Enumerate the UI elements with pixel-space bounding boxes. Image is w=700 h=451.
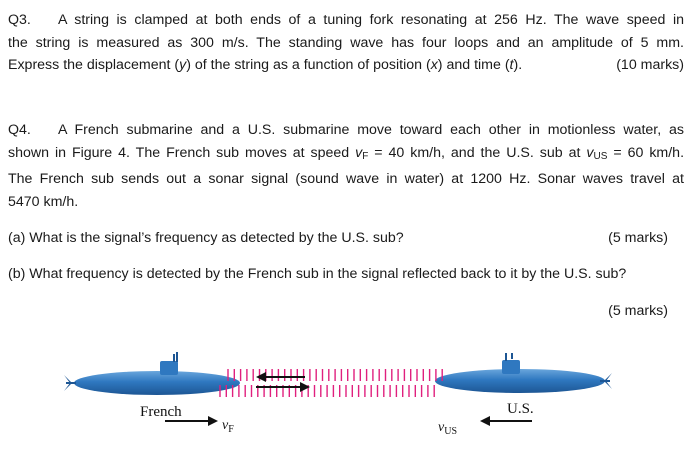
vf-label: $v_F$ [222, 418, 234, 435]
q4-line-4: 5470 km/h. [8, 193, 79, 210]
q4-part-b [8, 263, 684, 286]
sonar-waves-reflected [220, 385, 434, 397]
us-velocity-arrow [480, 416, 532, 426]
vus-label: $v_{US}$ [438, 420, 458, 437]
french-label: French [140, 404, 182, 420]
part-a-marks: (5 marks) [608, 230, 668, 246]
q4-number: Q4. [8, 122, 31, 138]
part-a-text: (a) What is the signal’s frequency as detected by the U.S. sub? [8, 230, 404, 246]
part-b-marks: (5 marks) [608, 303, 668, 319]
q4-part-a [8, 227, 668, 250]
q3-line-3: Express the displacement (y) of the string as a function of position (x) and time (t). (10 marks) [8, 54, 684, 77]
us-label: U.S. [507, 401, 534, 417]
q4-line-2: shown in Figure 4. The French sub moves at speed $v_F = 40$ km/h, and the U.S. sub at $v_{US} = 60$ km/h. [8, 144, 684, 162]
q4-line-3: The French sub sends out a sonar signal (sound wave in water) at 1200 Hz. Sonar waves travel at [8, 171, 684, 187]
question-4 [8, 119, 684, 213]
q3-line-2: the string is measured as 300 m/s. The standing wave has four loops and an amplitude of 5 mm. [8, 34, 684, 51]
q3-number: Q3. [8, 12, 31, 28]
question-3 [8, 9, 684, 77]
part-b-text: (b) What frequency is detected by the French sub in the signal reflected back to it by the U.S. sub? [8, 266, 627, 282]
q3-line-1: Q3. A string is clamped at both ends of a tuning fork resonating at 256 Hz. The wave speed in [8, 9, 684, 32]
french-submarine [64, 352, 240, 395]
q4-line-1: Q4. A French submarine and a U.S. submarine move toward each other in motionless water, as [8, 119, 684, 142]
submarine-figure [60, 345, 620, 445]
us-submarine [435, 353, 612, 393]
q3-marks: (10 marks) [616, 57, 684, 73]
